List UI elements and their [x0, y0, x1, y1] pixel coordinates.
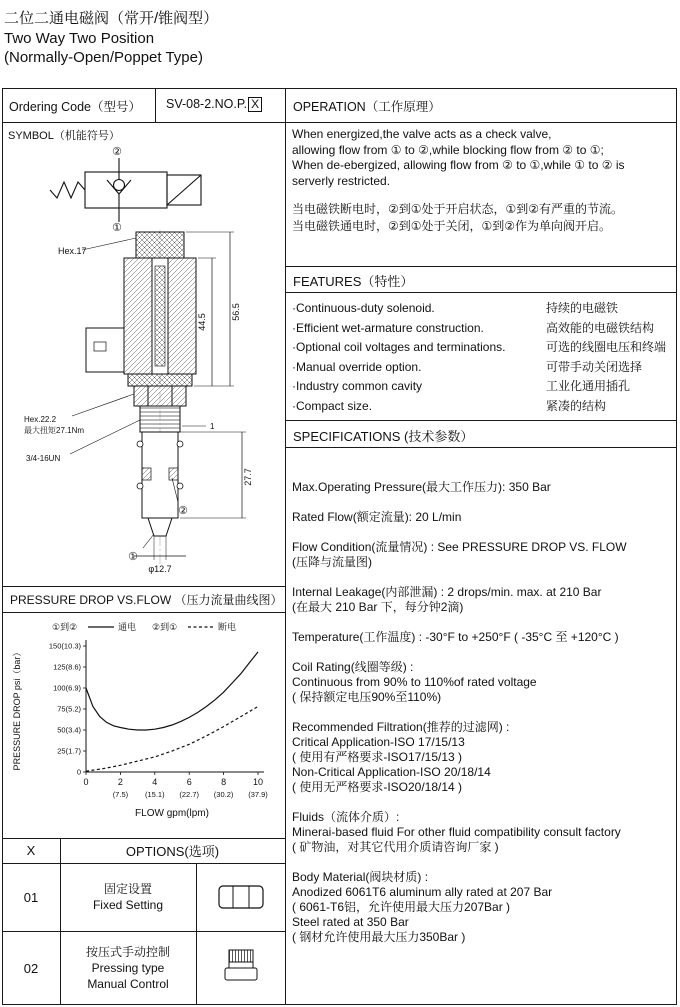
spec-block-internal-leakage — [292, 585, 678, 615]
dim-56-5-label: 56.5 — [231, 303, 241, 321]
feature-zh: 紧凑的结构 — [546, 398, 607, 413]
fixed-setting-plug-icon — [213, 880, 269, 914]
feature-item — [292, 377, 676, 397]
text-line: Recommended Filtration(推荐的过滤网) : — [292, 720, 510, 734]
feature-item — [292, 397, 676, 417]
spec-block-body-material — [292, 870, 678, 945]
text-line: Non-Critical Application-ISO 20/18/14 — [292, 765, 491, 779]
text-line: When de-ebergized, allowing flow from ② to ①,while ① to ② is — [292, 158, 625, 172]
divider — [155, 88, 156, 122]
symbol-section-label: SYMBOL（机能符号） — [8, 130, 120, 142]
legend-route: ①到② — [52, 622, 78, 632]
text-line: Flow Condition(流量情况) : See PRESSURE DROP VS. FLOW — [292, 540, 627, 554]
feature-zh: 持续的电磁铁 — [546, 301, 619, 315]
options-header: OPTIONS(选项) — [125, 844, 220, 859]
text-line: ( 6061-T6铝，允许使用最大压力207Bar ) — [292, 900, 511, 914]
feature-item — [292, 299, 676, 319]
text-line: Steel rated at 350 Bar — [292, 915, 409, 929]
ordering-code-label: Ordering Code（型号） — [9, 100, 141, 114]
cross-hole-right — [169, 468, 178, 480]
text-line: ( 矿物油，对其它代用介质请咨询厂家 ) — [292, 840, 499, 854]
symbol-poppet-ball — [114, 180, 125, 191]
text-line: Temperature(工作温度) : -30°F to +250°F ( -35°C 至 +120°C ) — [292, 630, 619, 644]
feature-zh: 高效能的电磁铁结构 — [546, 320, 655, 335]
drawing-port-1-label: ① — [128, 551, 138, 563]
divider — [2, 612, 285, 613]
valve-top-nut — [136, 232, 184, 258]
text-line: Minerai-based fluid For other fluid compatibility consult factory — [292, 825, 621, 839]
divider — [285, 420, 677, 421]
o-ring — [137, 441, 143, 447]
dim-thread-label: 3/4-16UN — [26, 454, 61, 463]
feature-en: ·Compact size. — [292, 398, 373, 413]
text-line: Body Material(阀块材质) : — [292, 870, 429, 884]
specifications-section-title: SPECIFICATIONS (技术参数） — [293, 429, 474, 444]
features-section-title: FEATURES（特性） — [293, 274, 414, 289]
o-ring — [137, 483, 143, 489]
text-line: Fixed Setting — [92, 898, 164, 912]
operation-text-en — [292, 127, 676, 189]
option-row-01-description — [60, 863, 196, 931]
y-tick-label: 150(10.3) — [48, 641, 81, 651]
x-tick-sublabel: (7.5) — [112, 790, 129, 799]
y-tick-label: 100(6.9) — [53, 683, 81, 693]
x-tick-label: 6 — [186, 777, 192, 787]
x-tick-sublabel: (22.7) — [179, 790, 199, 799]
spec-block-flow-condition — [292, 540, 678, 570]
text-line: When energized,the valve acts as a check valve, — [292, 127, 552, 141]
thread-section — [140, 406, 180, 432]
text-line: Internal Leakage(内部泄漏) : 2 drops/min. max. at 210 Bar — [292, 585, 602, 599]
chart-series-solid — [86, 652, 258, 730]
legend-label: 通电 — [118, 622, 137, 632]
y-tick-label: 75(5.2) — [57, 704, 81, 714]
symbol-solenoid-slash — [167, 175, 201, 205]
chart-ylabel: PRESSURE DROP psi（bar） — [12, 647, 22, 771]
text-line: serverly restricted. — [292, 173, 391, 188]
ordering-code-x-box: X — [248, 97, 262, 112]
symbol-envelope — [85, 172, 167, 208]
cross-hole-left — [142, 468, 151, 480]
options-col-x-header: X — [26, 843, 36, 858]
text-line: ( 使用有严格要求-ISO17/15/13 ) — [292, 750, 463, 764]
text-line: 当电磁铁断电时，②到①处于开启状态，①到②有严重的节流。 — [292, 202, 624, 216]
legend-label: 断电 — [218, 622, 237, 632]
x-tick-sublabel: (37.9) — [248, 790, 268, 799]
feature-zh: 可带手动关闭选择 — [546, 359, 643, 374]
spec-block-max-pressure — [292, 480, 678, 495]
feature-en: ·Optional coil voltages and terminations. — [292, 340, 506, 354]
divider — [2, 122, 677, 123]
spec-block-rated-flow — [292, 510, 678, 525]
divider — [285, 266, 677, 267]
chart-xlabel: FLOW gpm(lpm) — [135, 808, 209, 819]
spec-block-temperature — [292, 630, 678, 645]
o-ring — [177, 441, 183, 447]
spec-block-filtration — [292, 720, 678, 795]
dim-dia-label: φ12.7 — [148, 564, 172, 574]
text-line: Critical Application-ISO 17/15/13 — [292, 735, 465, 749]
spec-block-fluids — [292, 810, 678, 855]
dim-44-5-label: 44.5 — [197, 313, 207, 331]
divider — [285, 292, 677, 293]
y-tick-label: 25(1.7) — [57, 746, 81, 756]
dim-hex17-label: Hex.17 — [58, 246, 87, 256]
armature — [155, 266, 165, 366]
text-line: (压降与流量图) — [292, 555, 372, 569]
feature-zh: 可选的线圈电压和终端 — [546, 340, 667, 354]
option-row-01-code: 01 — [23, 889, 39, 905]
x-tick-label: 0 — [83, 777, 89, 787]
specifications-text — [292, 480, 678, 960]
feature-item — [292, 319, 676, 339]
ordering-code-value — [166, 97, 262, 112]
text-line: Anodized 6061T6 aluminum ally rated at 207 Bar — [292, 885, 553, 899]
y-tick-label: 0 — [76, 767, 81, 777]
manual-override-knob-icon — [213, 946, 269, 990]
valve-cross-section-drawing — [2, 230, 285, 586]
leader-line — [72, 394, 134, 416]
text-line: Manual Control — [87, 977, 169, 991]
text-line: (在最大 210 Bar 下，每分钟2滴) — [292, 600, 464, 614]
dim-1-label: 1 — [210, 422, 215, 431]
feature-item — [292, 338, 676, 358]
feature-en: ·Industry common cavity — [292, 379, 423, 393]
drawing-port-2-label: ② — [178, 505, 188, 517]
x-tick-sublabel: (15.1) — [145, 790, 165, 799]
divider — [285, 88, 286, 1005]
body-hex-nut — [134, 386, 186, 406]
chart-axes — [86, 640, 264, 772]
text-line: 按压式手动控制 — [85, 945, 170, 959]
coil-connector — [86, 328, 124, 372]
feature-item — [292, 358, 676, 378]
feature-en: ·Continuous-duty solenoid. — [292, 301, 435, 315]
leader-line — [143, 534, 154, 548]
symbol-spring — [50, 182, 85, 198]
option-row-02-description — [60, 931, 196, 1005]
spec-block-coil-rating — [292, 660, 678, 705]
text-line: Continuous from 90% to 110%of rated voltage — [292, 675, 537, 689]
text-line: Coil Rating(线圈等级) : — [292, 660, 414, 674]
operation-section-title: OPERATION（工作原理） — [293, 100, 441, 114]
text-line: 当电磁铁通电时，②到①处于关闭，①到②作为单向阀开启。 — [292, 219, 612, 233]
features-list — [292, 299, 676, 416]
text-line: ( 使用无严格要求-ISO20/18/14 ) — [292, 780, 463, 794]
symbol-port-1-label: ① — [112, 222, 122, 232]
leader-line — [82, 238, 136, 250]
hydraulic-symbol — [2, 142, 285, 232]
y-tick-label: 125(8.6) — [53, 662, 81, 672]
dim-torque-label: 最大扭矩27.1Nm — [24, 426, 85, 435]
x-tick-label: 2 — [117, 777, 123, 787]
option-row-02-icon-cell — [196, 931, 285, 1005]
divider — [2, 586, 285, 587]
feature-en: ·Manual override option. — [292, 359, 422, 374]
text-line: ( 钢材允许使用最大压力350Bar ) — [292, 930, 466, 944]
x-tick-label: 4 — [152, 777, 158, 787]
page-title-zh: 二位二通电磁阀（常开/锥阀型） — [4, 10, 219, 27]
x-tick-sublabel: (30.2) — [213, 790, 234, 799]
feature-en: ·Efficient wet-armature construction. — [292, 320, 484, 335]
pressure-drop-section-title: PRESSURE DROP VS.FLOW （压力流量曲线图） — [10, 593, 283, 607]
dim-hex22-label: Hex.22.2 — [24, 415, 57, 424]
x-tick-label: 8 — [221, 777, 227, 787]
x-tick-label: 10 — [252, 777, 264, 787]
dim-27-7-label: 27.7 — [243, 468, 253, 486]
poppet-nose — [148, 518, 172, 536]
operation-text-zh — [292, 201, 676, 235]
chart-series-dashed — [86, 707, 258, 772]
text-line: Fluids（流体介质）: — [292, 810, 400, 824]
text-line: Pressing type — [91, 961, 165, 975]
option-row-02-code: 02 — [23, 960, 39, 976]
text-line: Rated Flow(额定流量): 20 L/min — [292, 510, 462, 524]
text-line: Max.Operating Pressure(最大工作压力): 350 Bar — [292, 480, 551, 494]
legend-route: ②到① — [152, 622, 178, 632]
text-line: ( 保持额定电压90%至110%) — [292, 690, 442, 704]
symbol-port-2-label: ② — [112, 146, 122, 158]
y-tick-label: 50(3.4) — [57, 725, 81, 735]
o-ring — [177, 483, 183, 489]
coil-flange — [128, 374, 192, 386]
option-row-01-icon-cell — [196, 863, 285, 931]
text-line: 固定设置 — [103, 882, 152, 896]
pressure-drop-chart — [2, 614, 285, 836]
text-line: allowing flow from ① to ②,while blocking flow from ② to ①; — [292, 142, 604, 157]
divider — [285, 447, 677, 448]
ordering-code-text: SV-08-2.NO.P. — [166, 97, 248, 111]
page-title-en-2: (Normally-Open/Poppet Type) — [4, 49, 203, 66]
feature-zh: 工业化通用插孔 — [546, 379, 631, 393]
page-title-en-1: Two Way Two Position — [4, 30, 155, 47]
